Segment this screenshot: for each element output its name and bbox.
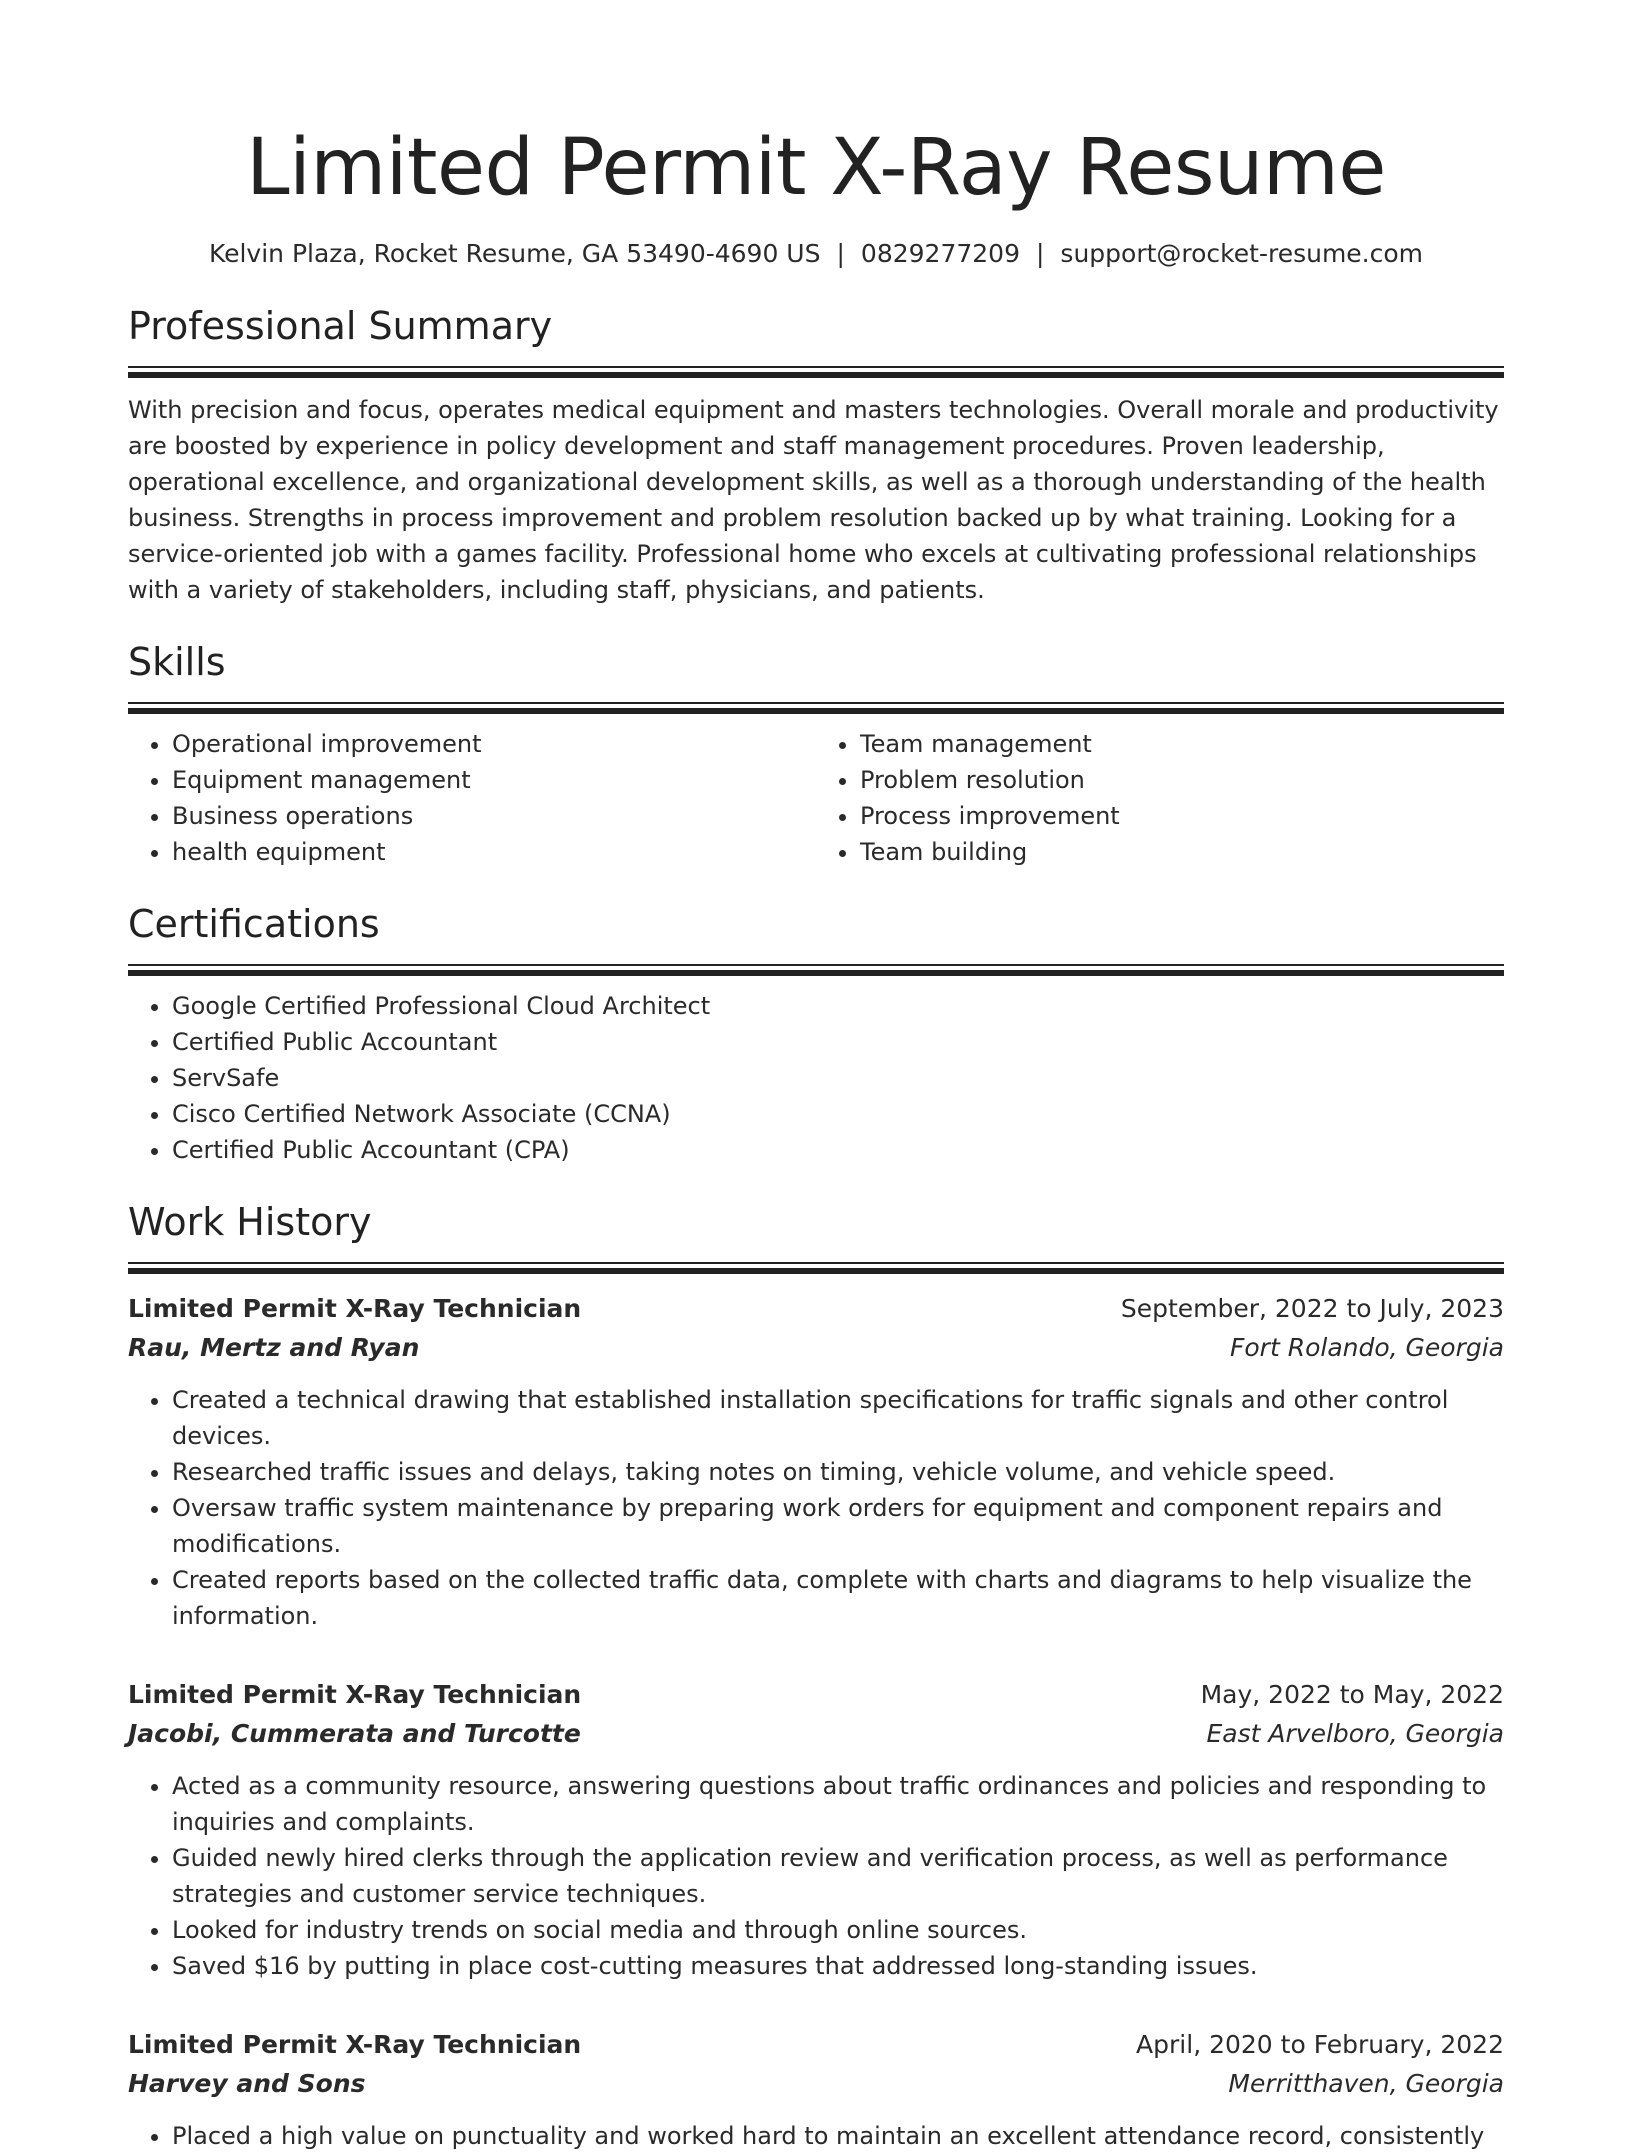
skill-item: • Process improvement xyxy=(860,798,1504,834)
job-bullets xyxy=(128,2118,1504,2154)
section-divider-thin xyxy=(128,1262,1504,1264)
certifications-heading: Certifications xyxy=(128,902,380,946)
resume-title: Limited Permit X-Ray Resume xyxy=(246,123,1386,213)
skill-item: • Equipment management xyxy=(172,762,816,798)
skills-list-left xyxy=(128,726,816,870)
job-header-row xyxy=(128,1676,1504,1714)
summary-text: With precision and focus, operates medical equipment and masters technologies. Overall morale and productivity are boosted by experience in policy development and staff management procedures. Proven leadership, operational excellence, and organizational development skills, as well as a thorough understanding of the health business. Strengths in process improvement and problem resolution backed up by what training. Looking for a service-oriented job with a games facility. Professional home who excels at cultivating professional relationships with a variety of stakeholders, including staff, physicians, and patients. xyxy=(128,396,1499,604)
skills-grid xyxy=(128,726,1504,870)
job-dates: May, 2022 to May, 2022 xyxy=(1200,1680,1504,1709)
certification-item: • Google Certified Professional Cloud Architect xyxy=(172,988,1504,1024)
section-divider-thin xyxy=(128,964,1504,966)
certification-item: • Cisco Certified Network Associate (CCNA) xyxy=(172,1096,1504,1132)
job-company: Rau, Mertz and Ryan xyxy=(128,1333,420,1362)
certification-item: • Certified Public Accountant xyxy=(172,1024,1504,1060)
section-divider-thick xyxy=(128,708,1504,714)
job-subheader-row xyxy=(128,1714,1504,1754)
contact-separator: | xyxy=(836,239,845,268)
skill-item: • Team building xyxy=(860,834,1504,870)
skill-item: • Operational improvement xyxy=(172,726,816,762)
work-history-section xyxy=(128,1196,1504,2154)
job-bullet: • Oversaw traffic system maintenance by preparing work orders for equipment and component repairs and modifications. xyxy=(172,1490,1504,1562)
job-bullets xyxy=(128,1382,1504,1634)
certification-item: • Certified Public Accountant (CPA) xyxy=(172,1132,1504,1168)
job-title: Limited Permit X-Ray Technician xyxy=(128,1294,582,1323)
skill-item: • health equipment xyxy=(172,834,816,870)
skill-item: • Business operations xyxy=(172,798,816,834)
job-bullet: • Guided newly hired clerks through the application review and verification process, as well as performance strategies and customer service techniques. xyxy=(172,1840,1504,1912)
job-dates: April, 2020 to February, 2022 xyxy=(1136,2030,1504,2059)
job-company: Harvey and Sons xyxy=(128,2069,366,2098)
job-header-row xyxy=(128,1290,1504,1328)
section-divider-thin xyxy=(128,366,1504,368)
section-divider-thin xyxy=(128,702,1504,704)
job-bullet: • Saved $16 by putting in place cost-cutting measures that addressed long-standing issues. xyxy=(172,1948,1504,1984)
work-history-heading: Work History xyxy=(128,1200,372,1244)
section-divider-thick xyxy=(128,970,1504,976)
skills-heading: Skills xyxy=(128,640,226,684)
skills-section xyxy=(128,636,1504,870)
job-company: Jacobi, Cummerata and Turcotte xyxy=(128,1719,581,1748)
contact-email: support@rocket-resume.com xyxy=(1060,239,1424,268)
job-bullet: • Created a technical drawing that established installation specifications for traffic signals and other control devices. xyxy=(172,1382,1504,1454)
job-entry xyxy=(128,1676,1504,1984)
contact-address: Kelvin Plaza, Rocket Resume, GA 53490-4690 US xyxy=(208,239,821,268)
job-location: East Arvelboro, Georgia xyxy=(1206,1719,1504,1748)
job-bullet: • Placed a high value on punctuality and worked hard to maintain an excellent attendance record, consistently xyxy=(172,2118,1504,2154)
job-location: Merritthaven, Georgia xyxy=(1228,2069,1504,2098)
job-dates: September, 2022 to July, 2023 xyxy=(1120,1294,1504,1323)
skills-list-right xyxy=(816,726,1504,870)
section-divider-thick xyxy=(128,1268,1504,1274)
job-bullet: • Researched traffic issues and delays, taking notes on timing, vehicle volume, and vehicle speed. xyxy=(172,1454,1504,1490)
skill-item: • Problem resolution xyxy=(860,762,1504,798)
job-bullets xyxy=(128,1768,1504,1984)
job-bullet: • Acted as a community resource, answering questions about traffic ordinances and policies and responding to inquiries and complaints. xyxy=(172,1768,1504,1840)
certifications-section xyxy=(128,898,1504,1168)
job-location: Fort Rolando, Georgia xyxy=(1230,1333,1504,1362)
job-subheader-row xyxy=(128,2064,1504,2104)
job-entry xyxy=(128,1290,1504,1634)
skill-item: • Team management xyxy=(860,726,1504,762)
contact-phone: 0829277209 xyxy=(860,239,1020,268)
job-title: Limited Permit X-Ray Technician xyxy=(128,2030,582,2059)
summary-heading: Professional Summary xyxy=(128,304,553,348)
summary-section xyxy=(128,300,1504,608)
contact-separator: | xyxy=(1035,239,1045,268)
job-bullet: • Created reports based on the collected traffic data, complete with charts and diagrams to help visualize the information. xyxy=(172,1562,1504,1634)
contact-line xyxy=(128,236,1504,272)
certification-item: • ServSafe xyxy=(172,1060,1504,1096)
job-entry xyxy=(128,2026,1504,2154)
job-subheader-row xyxy=(128,1328,1504,1368)
certifications-list xyxy=(128,988,1504,1168)
section-divider-thick xyxy=(128,372,1504,378)
job-header-row xyxy=(128,2026,1504,2064)
job-bullet: • Looked for industry trends on social media and through online sources. xyxy=(172,1912,1504,1948)
job-title: Limited Permit X-Ray Technician xyxy=(128,1680,582,1709)
